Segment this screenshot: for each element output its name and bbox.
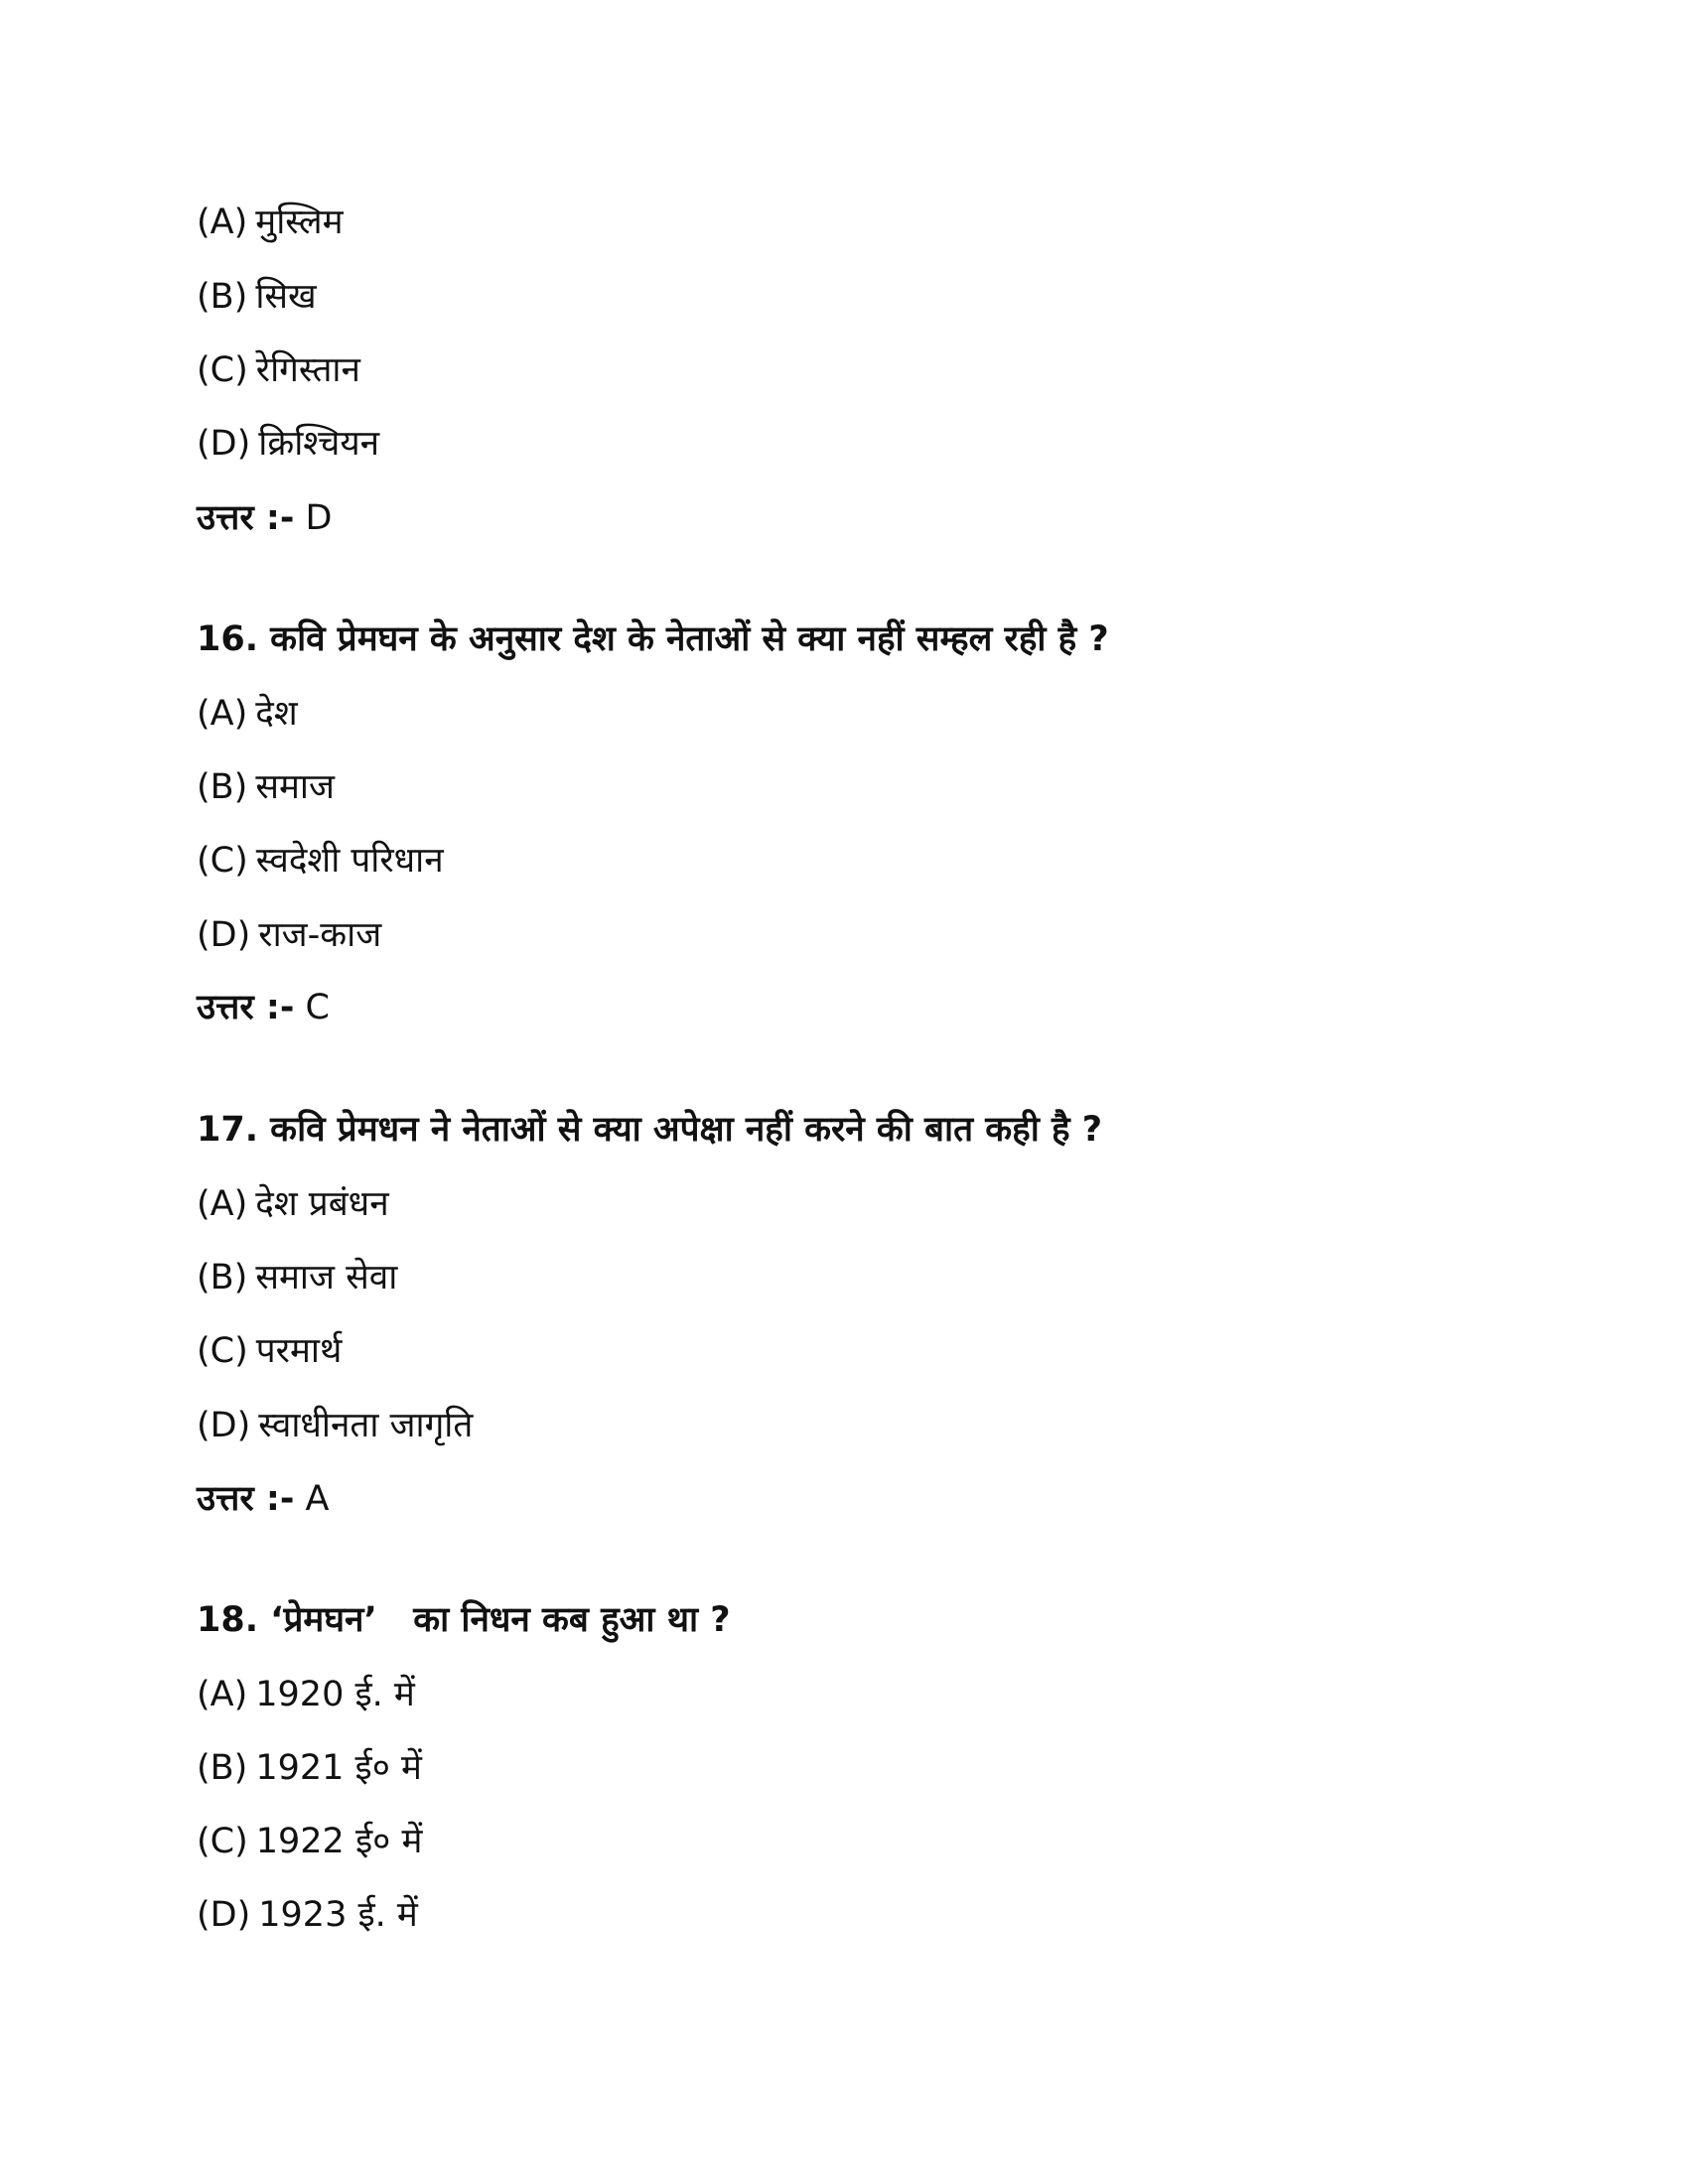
answer-value: A [305,1479,330,1519]
option-key: (B) [197,1258,248,1297]
option-text: समाज सेवा [255,1258,398,1297]
option-text: सिख [255,277,317,317]
option-text: रेगिस्तान [255,350,360,390]
option-c [197,346,360,394]
option-a [197,690,298,738]
option-key: (D) [197,1406,251,1445]
option-b [197,1254,397,1301]
option-text: राज-काज [258,915,382,955]
option-key: (A) [197,694,248,734]
answer-line [197,494,332,542]
option-c [197,1818,422,1865]
option-b [197,273,317,321]
option-text: 1920 ई. में [255,1675,415,1714]
question-18: 18. ‘प्रेमघन’ का निधन कब हुआ था ? [197,1600,731,1640]
option-key: (B) [197,1748,248,1788]
option-d [197,1891,418,1939]
option-d [197,420,379,468]
answer-value: D [305,498,333,538]
option-key: (C) [197,1822,248,1861]
option-a [197,1180,389,1228]
answer-line [197,1475,329,1523]
answer-label: उत्तर :- [197,498,295,538]
question-16: 16. कवि प्रेमघन के अनुसार देश के नेताओं से क्या नहीं सम्हल रही है ? [197,619,1109,659]
option-b [197,763,335,811]
option-key: (C) [197,1331,248,1371]
option-key: (A) [197,203,248,242]
option-key: (C) [197,350,248,390]
option-text: स्वदेशी परिधान [255,841,444,881]
option-key: (D) [197,915,251,955]
option-c [197,1327,342,1375]
option-text: क्रिश्चियन [258,424,380,464]
option-key: (A) [197,1184,248,1224]
answer-label: उत्तर :- [197,988,295,1027]
option-key: (C) [197,841,248,881]
option-d [197,911,381,959]
option-a [197,1671,415,1718]
option-text: स्वाधीनता जागृति [258,1406,474,1445]
option-key: (B) [197,277,248,317]
option-text: 1921 ई० में [255,1748,422,1788]
option-text: 1923 ई. में [258,1895,418,1935]
option-c [197,837,444,885]
option-key: (D) [197,1895,251,1935]
option-d [197,1402,473,1449]
option-key: (D) [197,424,251,464]
option-key: (A) [197,1675,248,1714]
option-text: देश [255,694,298,734]
option-text: देश प्रबंधन [255,1184,389,1224]
option-text: मुस्लिम [255,203,344,242]
option-key: (B) [197,767,248,807]
option-text: परमार्थ [255,1331,343,1371]
option-text: समाज [255,767,335,807]
answer-line [197,984,330,1031]
option-a [197,199,344,246]
answer-value: C [305,988,330,1027]
question-17: 17. कवि प्रेमधन ने नेताओं से क्या अपेक्षा नहीं करने की बात कही है ? [197,1110,1103,1150]
option-text: 1922 ई० में [255,1822,423,1861]
option-b [197,1744,422,1792]
answer-label: उत्तर :- [197,1479,295,1519]
